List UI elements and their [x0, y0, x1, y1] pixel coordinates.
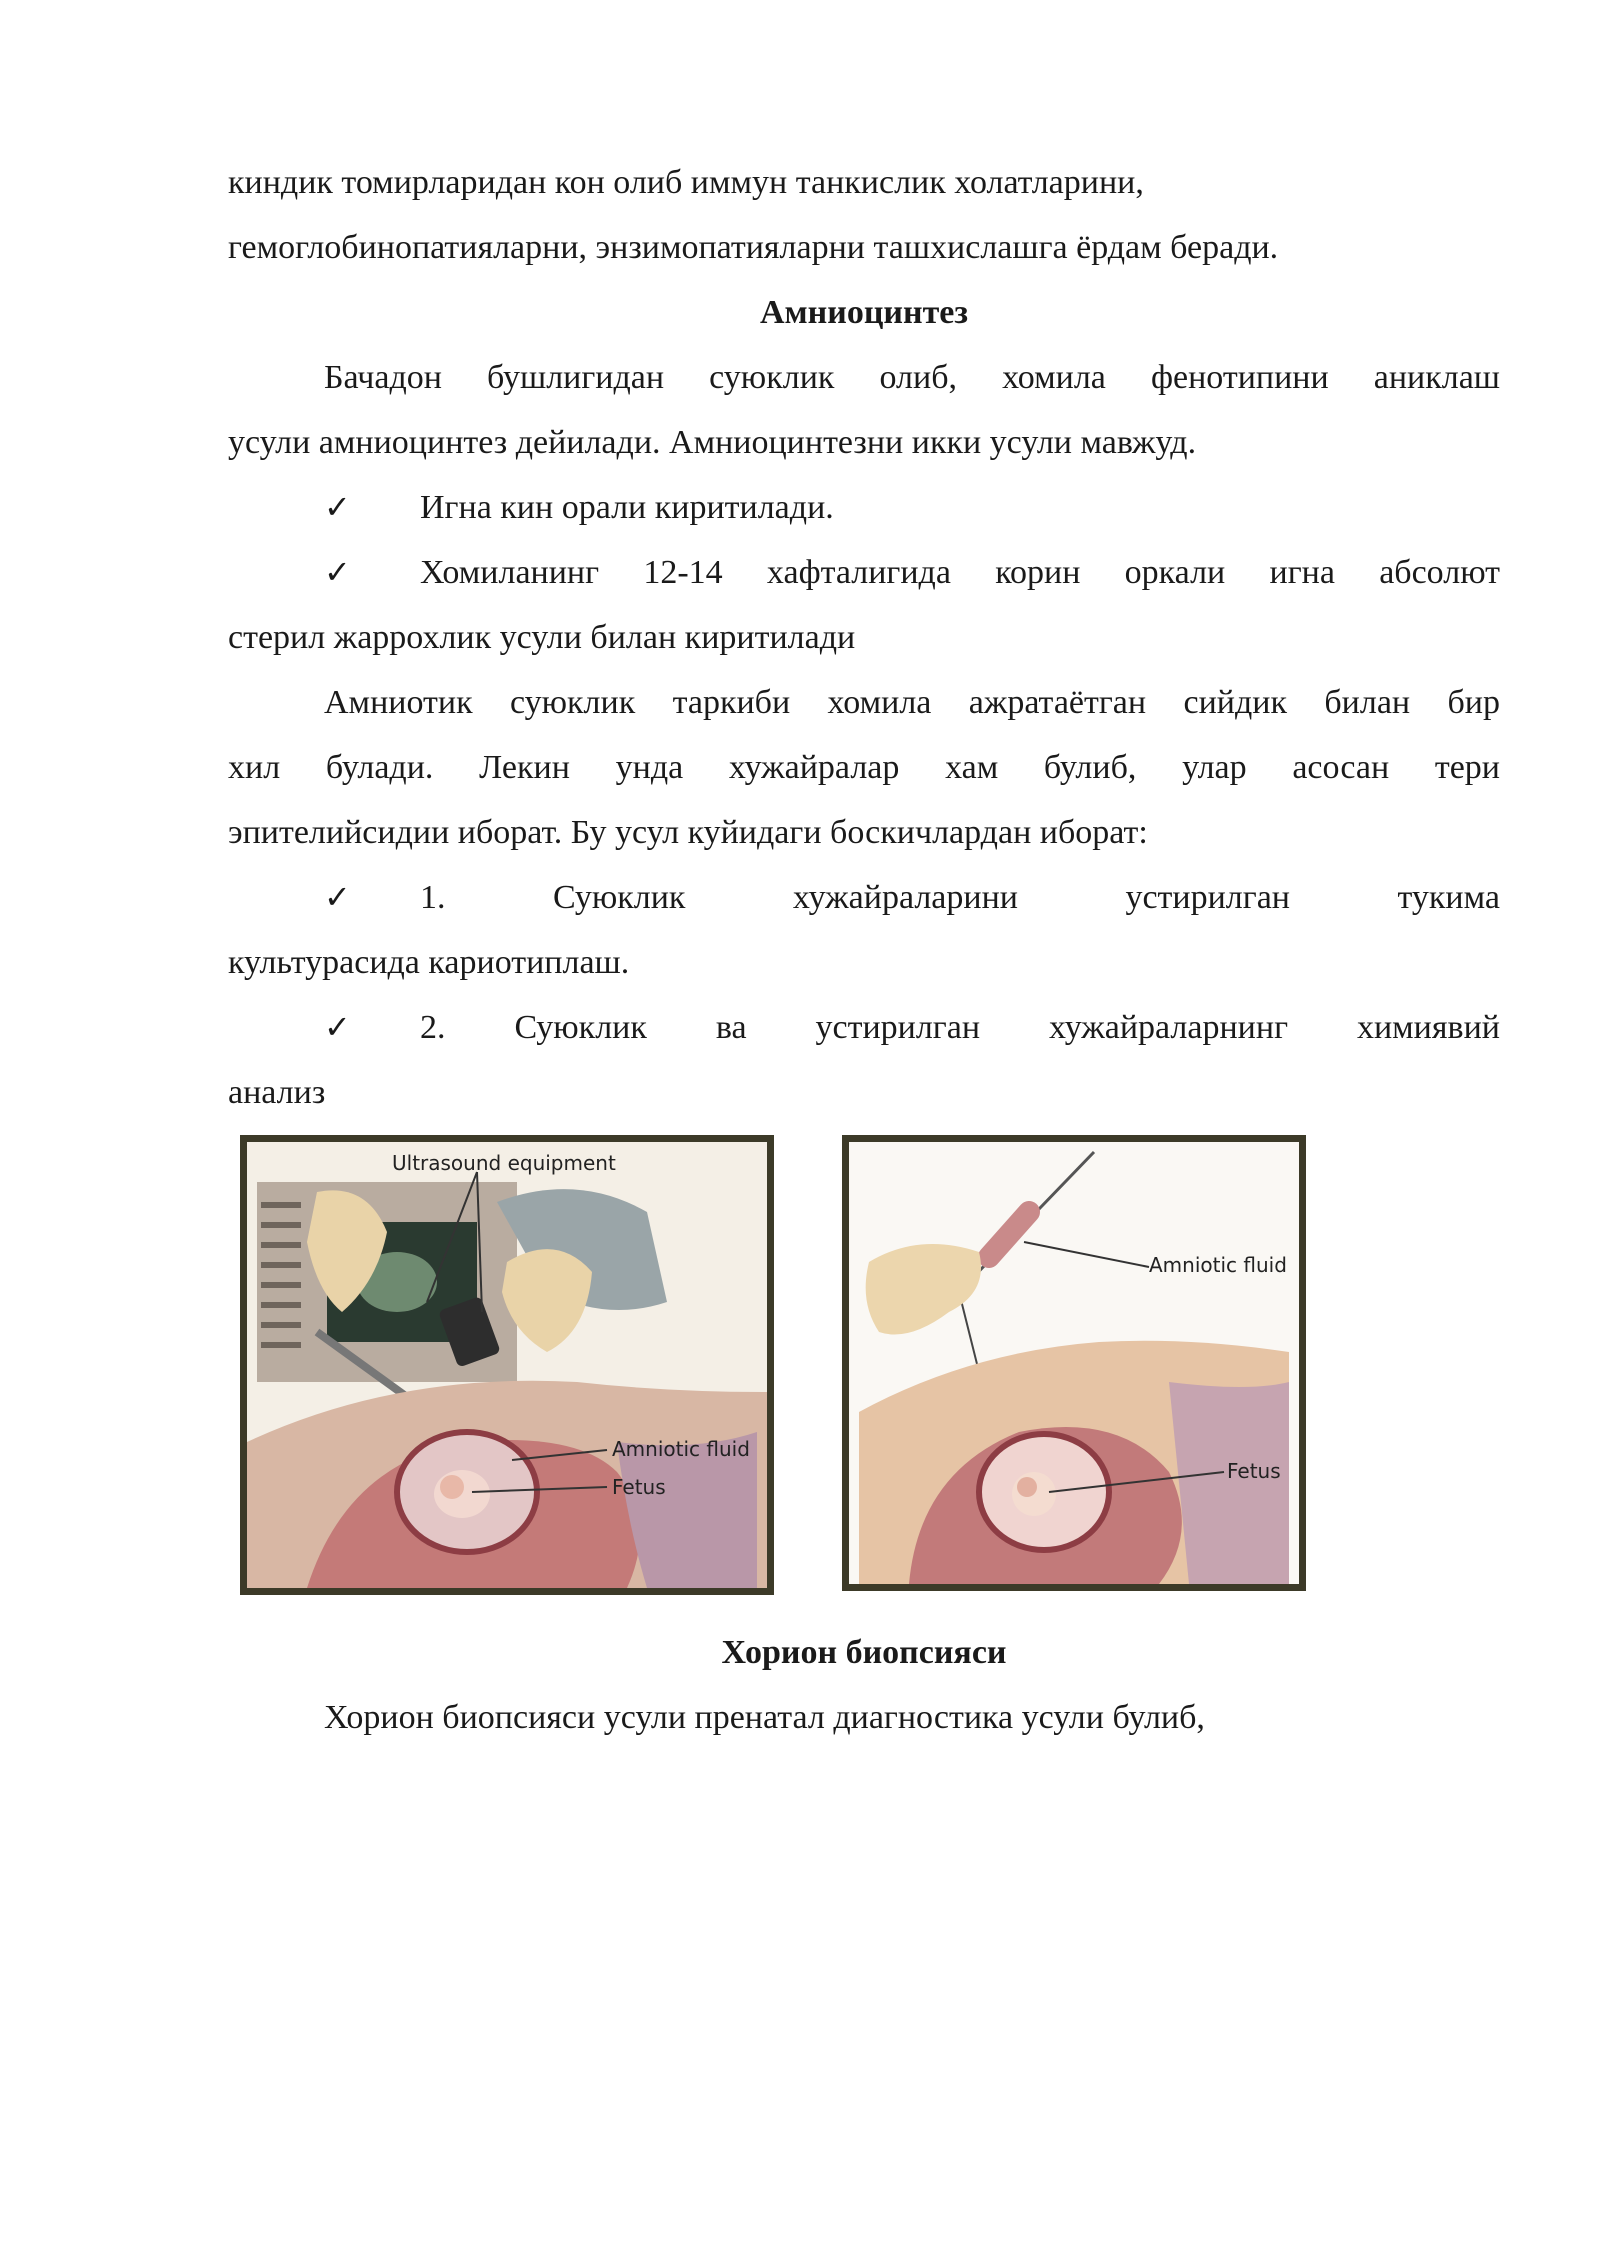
paragraph-line: культурасида кариотиплаш. [228, 944, 630, 981]
figure-ultrasound-amniocentesis [240, 1135, 774, 1595]
label-ultrasound-equipment: Ultrasound equipment [392, 1151, 616, 1175]
word: устирилган [815, 1009, 981, 1046]
bullet-text: Хомиланинг 12-14 хафталигида корин оркали игна абсолют [420, 554, 1500, 591]
word: химиявий [1356, 1009, 1500, 1046]
numbered-item [228, 865, 1500, 930]
label-fetus: Fetus [612, 1475, 666, 1499]
figures-row [240, 1135, 1340, 1605]
word: тукима [1397, 879, 1500, 916]
checkmark-icon: ✓ [324, 554, 351, 590]
section-heading-chorion-biopsy: Хорион биопсияси [721, 1634, 1007, 1671]
paragraph-line: усули амниоцинтез дейилади. Амниоцинтезни икки усули мавжуд. [228, 424, 1197, 461]
paragraph-line: гемоглобинопатияларни, энзимопатияларни ташхислашга ёрдам беради. [228, 229, 1279, 266]
document-page-continued [228, 1620, 1500, 1750]
numbered-item-text [420, 865, 1500, 930]
numbered-item-text [420, 995, 1500, 1060]
paragraph-line: Хорион биопсияси усули пренатал диагностика усули булиб, [324, 1699, 1205, 1736]
paragraph-line: эпителийсидии иборат. Бу усул куйидаги боскичлардан иборат: [228, 814, 1148, 851]
word: Суюклик [552, 879, 686, 916]
word: хужайраларнинг [1049, 1009, 1289, 1046]
label-amniotic-fluid: Amniotic fluid [612, 1437, 750, 1461]
word: устирилган [1125, 879, 1291, 916]
item-number: 1. [420, 879, 446, 916]
bullet-text: Игна кин орали киритилади. [420, 489, 834, 526]
paragraph-line: киндик томирларидан кон олиб иммун танкислик холатларини, [228, 164, 1144, 201]
paragraph-line: хил булади. Лекин унда хужайралар хам булиб, улар асосан тери [228, 749, 1500, 786]
paragraph-line: стерил жаррохлик усули билан киритилади [228, 619, 856, 656]
figure-amniocentesis-needle [842, 1135, 1306, 1591]
word: ва [715, 1009, 747, 1046]
bullet-item [228, 540, 1500, 605]
checkmark-icon: ✓ [324, 489, 351, 525]
label-amniotic-fluid: Amniotic fluid [1149, 1253, 1287, 1277]
document-page [228, 150, 1500, 1125]
word: хужайраларини [792, 879, 1018, 916]
checkmark-icon: ✓ [324, 1009, 351, 1045]
section-heading-amniocentesis: Амниоцинтез [759, 294, 969, 331]
word: Суюклик [514, 1009, 647, 1046]
item-number: 2. [420, 1009, 446, 1046]
paragraph-line: Амниотик суюклик таркиби хомила ажратаётган сийдик билан бир [324, 684, 1500, 721]
label-fetus: Fetus [1227, 1459, 1281, 1483]
paragraph-line: анализ [228, 1074, 326, 1111]
bullet-item [228, 475, 1500, 540]
checkmark-icon: ✓ [324, 879, 351, 915]
numbered-item [228, 995, 1500, 1060]
paragraph-line: Бачадон бушлигидан суюклик олиб, хомила фенотипини аниклаш [324, 359, 1500, 396]
